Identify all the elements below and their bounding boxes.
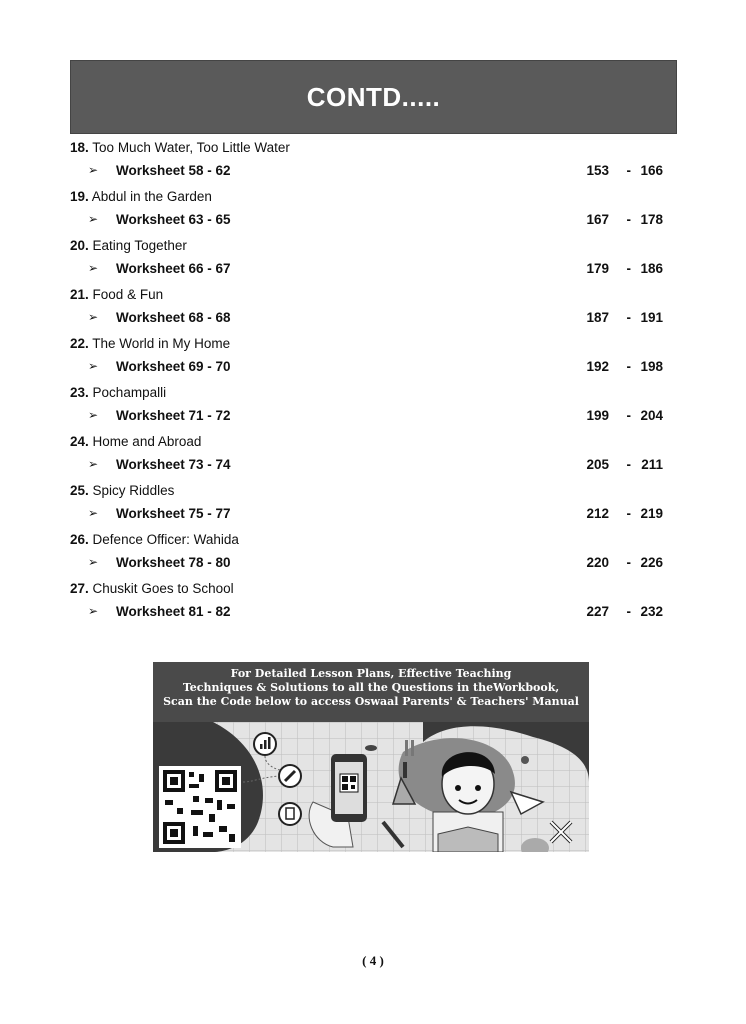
page-end: 219 [640,506,663,521]
chapter-number: 20. [70,238,89,253]
worksheet-row[interactable] [70,457,675,475]
chapter-title[interactable] [70,140,290,156]
chapter-number: 21. [70,287,89,302]
chapter-name: Abdul in the Garden [91,189,212,204]
page-title: CONTD..... [306,81,441,112]
chapter-number: 24. [70,434,89,449]
page-start: 187 [586,310,609,325]
worksheet-label: Worksheet 68 - 68 [116,310,231,325]
chapter-name: Food & Fun [92,287,164,302]
page-start: 199 [586,408,609,423]
chapter-name: Home and Abroad [92,434,202,449]
chapter-number: 27. [70,581,89,596]
arrow-bullet-icon: ➢ [88,506,99,520]
chapter-name: Defence Officer: Wahida [92,532,239,547]
promo-banner[interactable] [153,662,589,852]
page-end: 166 [640,163,663,178]
worksheet-label: Worksheet 73 - 74 [116,457,231,472]
table-of-contents [70,140,675,630]
chapter-title[interactable] [70,336,230,352]
page-start: 227 [586,604,609,619]
page-end: 226 [640,555,663,570]
chapter-entry [70,140,675,189]
page-end: 178 [640,212,663,227]
page-start: 153 [586,163,609,178]
page-end: 204 [640,408,663,423]
chapter-entry [70,287,675,336]
page-start: 179 [586,261,609,276]
worksheet-row[interactable] [70,261,675,279]
page-start: 205 [586,457,609,472]
chapter-number: 23. [70,385,89,400]
worksheet-row[interactable] [70,310,675,328]
chapter-entry [70,336,675,385]
chapter-title[interactable] [70,483,174,499]
page-start: 167 [586,212,609,227]
chapter-number: 18. [70,140,89,155]
worksheet-label: Worksheet 58 - 62 [116,163,231,178]
chapter-entry [70,189,675,238]
worksheet-row[interactable] [70,359,675,377]
arrow-bullet-icon: ➢ [88,261,99,275]
arrow-bullet-icon: ➢ [88,604,99,618]
page-end: 198 [640,359,663,374]
page-range-dash: - [626,457,631,472]
qr-code-icon [159,766,241,848]
page-range-dash: - [626,310,631,325]
arrow-bullet-icon: ➢ [88,408,99,422]
arrow-bullet-icon: ➢ [88,359,99,373]
page-number: ( 4 ) [362,953,384,968]
page-end: 186 [640,261,663,276]
chapter-title[interactable] [70,189,212,205]
worksheet-row[interactable] [70,212,675,230]
arrow-bullet-icon: ➢ [88,212,99,226]
worksheet-row[interactable] [70,408,675,426]
arrow-bullet-icon: ➢ [88,457,99,471]
page-start: 192 [586,359,609,374]
page-start: 212 [586,506,609,521]
page-range-dash: - [626,212,631,227]
worksheet-label: Worksheet 66 - 67 [116,261,231,276]
worksheet-label: Worksheet 75 - 77 [116,506,231,521]
chapter-number: 19. [70,189,89,204]
page-start: 220 [586,555,609,570]
worksheet-label: Worksheet 81 - 82 [116,604,231,619]
banner-line: Techniques & Solutions to all the Questions in theWorkbook, [182,681,560,694]
chapter-title[interactable] [70,238,187,254]
page-range-dash: - [626,359,631,374]
page-range-dash: - [626,506,631,521]
page-end: 232 [640,604,663,619]
page-range-dash: - [626,163,631,178]
page-end: 191 [640,310,663,325]
chapter-title[interactable] [70,287,163,303]
banner-illustration [153,722,589,852]
chapter-number: 22. [70,336,89,351]
page-range-dash: - [626,555,631,570]
chapter-number: 25. [70,483,89,498]
banner-line: For Detailed Lesson Plans, Effective Teaching [230,667,512,680]
worksheet-row[interactable] [70,506,675,524]
chapter-name: Eating Together [92,238,187,253]
document-circle-icon [279,803,301,825]
arrow-bullet-icon: ➢ [88,163,99,177]
worksheet-row[interactable] [70,604,675,622]
chapter-title[interactable] [70,581,234,597]
chapter-name: The World in My Home [92,336,231,351]
header-banner [70,60,677,134]
chapter-title[interactable] [70,385,166,401]
arrow-bullet-icon: ➢ [88,310,99,324]
chapter-name: Spicy Riddles [92,483,175,498]
banner-text [153,662,589,722]
chapter-entry [70,532,675,581]
page-end: 211 [641,457,663,472]
page-range-dash: - [626,604,631,619]
chapter-title[interactable] [70,532,239,548]
chapter-title[interactable] [70,434,201,450]
chapter-entry [70,434,675,483]
page-range-dash: - [626,261,631,276]
worksheet-row[interactable] [70,555,675,573]
chapter-entry [70,238,675,287]
chapter-name: Chuskit Goes to School [92,581,234,596]
banner-line: Scan the Code below to access Oswaal Parents' & Teachers' Manual [163,695,579,708]
chapter-entry [70,483,675,532]
worksheet-label: Worksheet 71 - 72 [116,408,231,423]
chapter-number: 26. [70,532,89,547]
worksheet-label: Worksheet 69 - 70 [116,359,231,374]
worksheet-label: Worksheet 78 - 80 [116,555,231,570]
chapter-name: Too Much Water, Too Little Water [92,140,290,155]
chapter-entry [70,581,675,630]
page-range-dash: - [626,408,631,423]
worksheet-label: Worksheet 63 - 65 [116,212,231,227]
worksheet-row[interactable] [70,163,675,181]
chapter-entry [70,385,675,434]
arrow-bullet-icon: ➢ [88,555,99,569]
chapter-name: Pochampalli [92,385,167,400]
